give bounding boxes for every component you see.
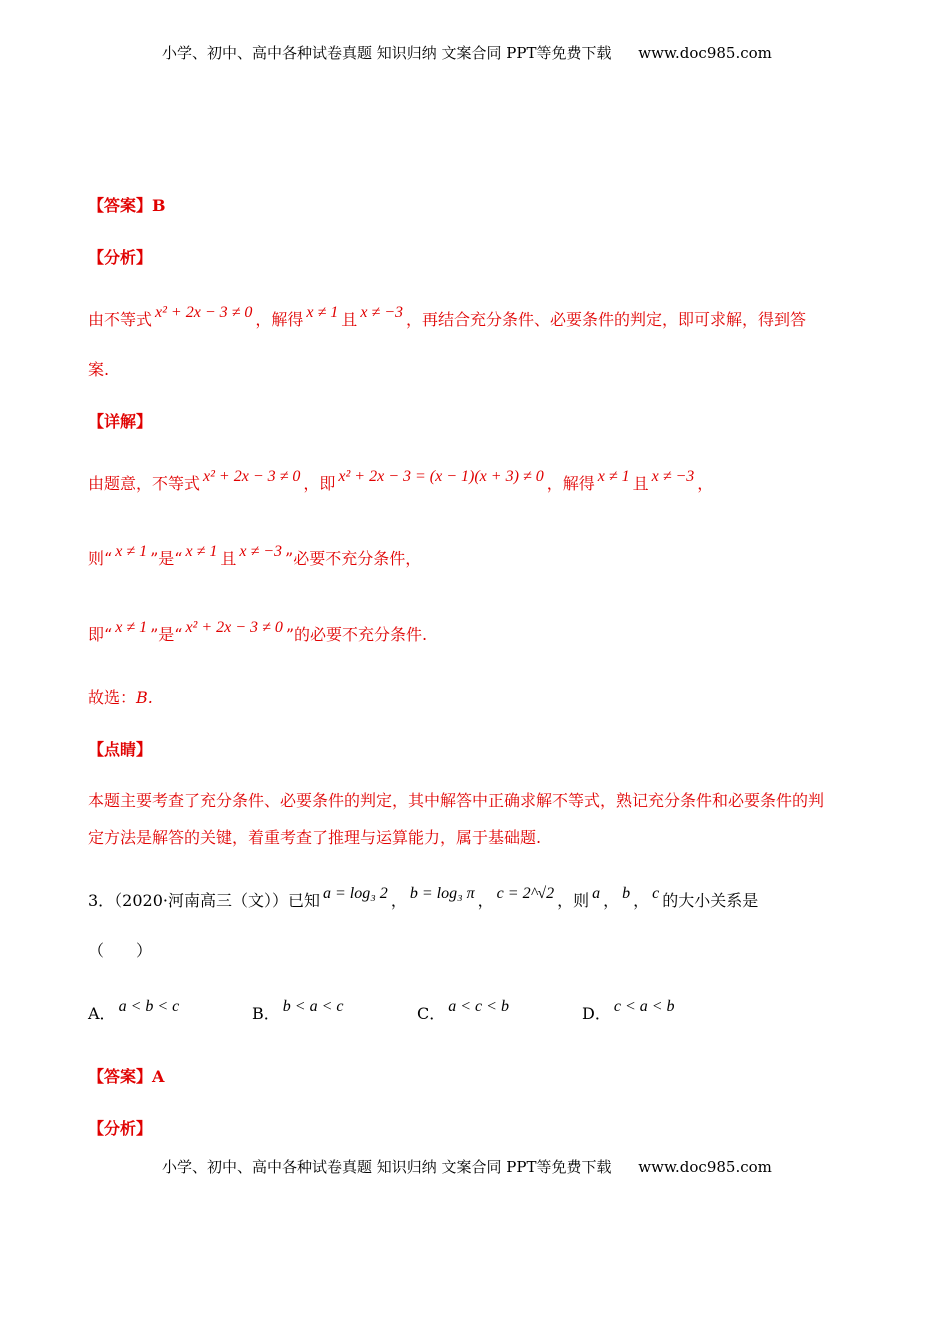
text-span: 故选： — [88, 688, 137, 707]
answer-value: A — [152, 1067, 165, 1086]
math-x-neq-1: x ≠ 1 — [306, 304, 339, 321]
option-label: D． — [582, 1004, 611, 1023]
text-span: 由不等式 — [88, 310, 153, 329]
option-math: b < a < c — [282, 998, 344, 1015]
math-c: c — [652, 885, 660, 902]
choice-line — [88, 685, 153, 708]
math-x-neq-minus-3: x ≠ −3 — [239, 543, 283, 560]
text-span: ”是“ — [150, 549, 183, 568]
detail-line-2 — [88, 543, 422, 569]
text-span: ， — [633, 891, 650, 910]
analysis-line-2: 案. — [88, 360, 110, 379]
q3-analysis-heading: 【分析】 — [88, 1119, 153, 1138]
text-span: ，则 — [557, 891, 590, 910]
detail-line-1 — [88, 468, 714, 494]
page-footer — [162, 1156, 772, 1177]
remark-heading: 【点睛】 — [88, 740, 153, 759]
header-url[interactable]: www.doc985.com — [638, 44, 772, 62]
question-3-stem — [88, 885, 759, 911]
text-span: ，再结合充分条件、必要条件的判定，即可求解，得到答 — [406, 310, 807, 329]
choice-value: B. — [136, 688, 153, 707]
answer-label: 【答案】 — [88, 196, 153, 215]
text-span: ， — [477, 891, 494, 910]
text-span: 则“ — [88, 549, 113, 568]
text-span: ”必要不充分条件， — [285, 549, 422, 568]
text-span: ，解得 — [255, 310, 304, 329]
q3-answer-line — [88, 1064, 164, 1087]
footer-url[interactable]: www.doc985.com — [638, 1158, 772, 1176]
footer-text: 小学、初中、高中各种试卷真题 知识归纳 文案合同 PPT等免费下载 — [162, 1158, 612, 1176]
text-span: 3．（2020·河南高三（文））已知 — [88, 891, 320, 910]
detail-line-3 — [88, 619, 428, 645]
detail-heading: 【详解】 — [88, 412, 153, 431]
option-math: a < b < c — [118, 998, 180, 1015]
option-math: a < c < b — [448, 998, 509, 1015]
answer-value: B — [152, 196, 166, 215]
text-span: 且 — [632, 474, 649, 493]
math-b: b — [622, 885, 631, 902]
math-inequality: x² + 2x − 3 ≠ 0 — [185, 619, 283, 636]
option-d[interactable] — [582, 998, 678, 1024]
option-c[interactable] — [417, 998, 512, 1024]
page-header — [162, 42, 772, 63]
math-a: a — [592, 885, 601, 902]
option-label: A． — [88, 1004, 116, 1023]
text-span: ， — [390, 891, 407, 910]
text-span: ”的必要不充分条件. — [285, 625, 428, 644]
analysis-line-1 — [88, 304, 807, 330]
option-label: C． — [417, 1004, 446, 1023]
text-span: ， — [603, 891, 620, 910]
answer-parentheses: （ ） — [88, 941, 153, 960]
answer-line — [88, 193, 166, 216]
math-a-def: a = log₃ 2 — [323, 885, 388, 902]
option-a[interactable] — [88, 998, 182, 1024]
text-span: 且 — [220, 549, 237, 568]
text-span: 的大小关系是 — [662, 891, 759, 910]
option-label: B． — [252, 1004, 280, 1023]
text-span: 即“ — [88, 625, 113, 644]
option-math: c < a < b — [613, 998, 675, 1015]
text-span: 且 — [341, 310, 358, 329]
text-span: ， — [697, 474, 714, 493]
answer-label: 【答案】 — [88, 1067, 153, 1086]
remark-line-2: 定方法是解答的关键，着重考查了推理与运算能力，属于基础题. — [88, 828, 542, 847]
math-x-neq-1: x ≠ 1 — [115, 543, 148, 560]
analysis-heading: 【分析】 — [88, 248, 153, 267]
header-text: 小学、初中、高中各种试卷真题 知识归纳 文案合同 PPT等免费下载 — [162, 44, 612, 62]
math-b-def: b = log₃ π — [409, 885, 475, 902]
math-c-def: c = 2^√2 — [496, 885, 555, 902]
math-x-neq-1: x ≠ 1 — [597, 468, 630, 485]
math-factorization: x² + 2x − 3 = (x − 1)(x + 3) ≠ 0 — [338, 468, 544, 485]
text-span: ”是“ — [150, 625, 183, 644]
math-x-neq-minus-3: x ≠ −3 — [651, 468, 695, 485]
option-b[interactable] — [252, 998, 346, 1024]
remark-line-1: 本题主要考查了充分条件、必要条件的判定，其中解答中正确求解不等式，熟记充分条件和必要条件的判 — [88, 791, 825, 810]
math-x-neq-1: x ≠ 1 — [185, 543, 218, 560]
math-x-neq-minus-3: x ≠ −3 — [360, 304, 403, 321]
text-span: ，即 — [303, 474, 336, 493]
text-span: ，解得 — [546, 474, 595, 493]
text-span: 由题意，不等式 — [88, 474, 201, 493]
math-inequality: x² + 2x − 3 ≠ 0 — [155, 304, 253, 321]
math-inequality: x² + 2x − 3 ≠ 0 — [203, 468, 301, 485]
math-x-neq-1: x ≠ 1 — [115, 619, 148, 636]
